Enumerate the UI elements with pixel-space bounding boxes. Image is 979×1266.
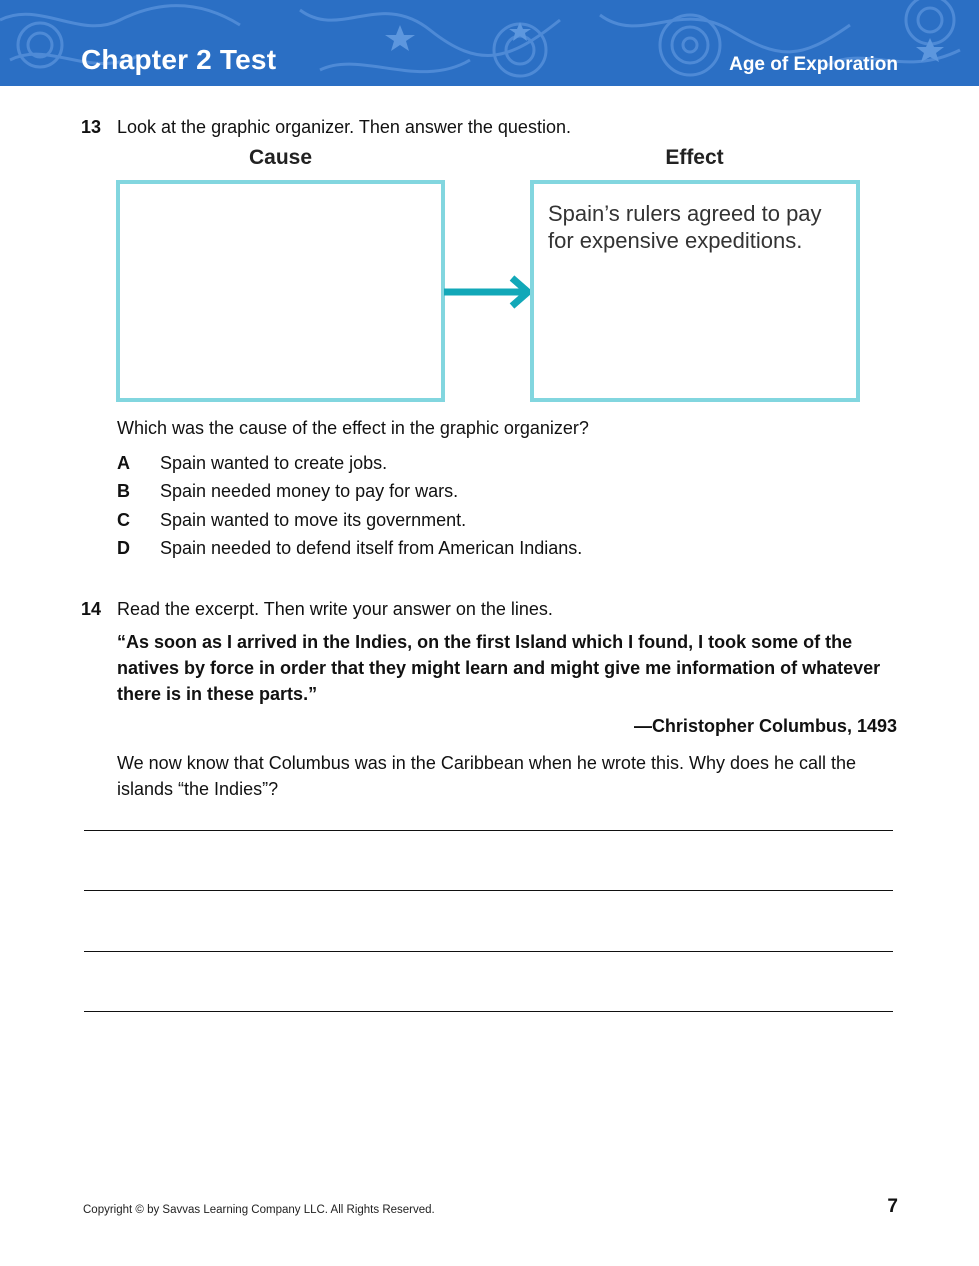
- choice-letter: B: [117, 481, 130, 501]
- effect-label: Effect: [665, 146, 724, 169]
- question-14-instruction: Read the excerpt. Then write your answer on the lines.: [117, 599, 553, 619]
- choice-letter: A: [117, 453, 130, 473]
- cause-label: Cause: [248, 146, 313, 169]
- header-banner: [0, 0, 979, 86]
- arrow-right-icon: [444, 274, 536, 310]
- columbus-excerpt: “As soon as I arrived in the Indies, on the first Island which I found, I took some of the natives by force in order that they might learn and might give me information of whatever there is in these parts.”: [117, 632, 881, 704]
- question-13-question: Which was the cause of the effect in the graphic organizer?: [117, 418, 589, 438]
- choice-text: Spain wanted to create jobs.: [160, 453, 388, 473]
- page-number: 7: [887, 1196, 898, 1217]
- choice-text: Spain needed to defend itself from American Indians.: [160, 538, 583, 558]
- question-13-instruction: Look at the graphic organizer. Then answer the question.: [117, 117, 571, 137]
- choice-text: Spain wanted to move its government.: [160, 510, 467, 530]
- choice-letter: D: [117, 538, 130, 558]
- choice-letter: C: [117, 510, 130, 530]
- answer-line-3[interactable]: [84, 951, 893, 952]
- unit-title: Age of Exploration: [729, 54, 898, 75]
- effect-box-text: Spain’s rulers agreed to pay for expensive expeditions.: [548, 201, 822, 253]
- effect-box: [530, 180, 860, 402]
- question-13-number: 13: [81, 117, 102, 137]
- answer-line-2[interactable]: [84, 890, 893, 891]
- answer-line-1[interactable]: [84, 830, 893, 831]
- cause-box: [116, 180, 445, 402]
- copyright-notice: Copyright © by Savvas Learning Company LLC. All Rights Reserved.: [83, 1204, 435, 1216]
- question-14-number: 14: [81, 599, 102, 619]
- question-14-prompt: We now know that Columbus was in the Caribbean when he wrote this. Why does he call the islands “the Indies”?: [117, 753, 857, 799]
- chapter-title: Chapter 2 Test: [81, 44, 277, 75]
- excerpt-attribution: —Christopher Columbus, 1493: [633, 716, 897, 736]
- answer-line-4[interactable]: [84, 1011, 893, 1012]
- choice-text: Spain needed money to pay for wars.: [160, 481, 459, 501]
